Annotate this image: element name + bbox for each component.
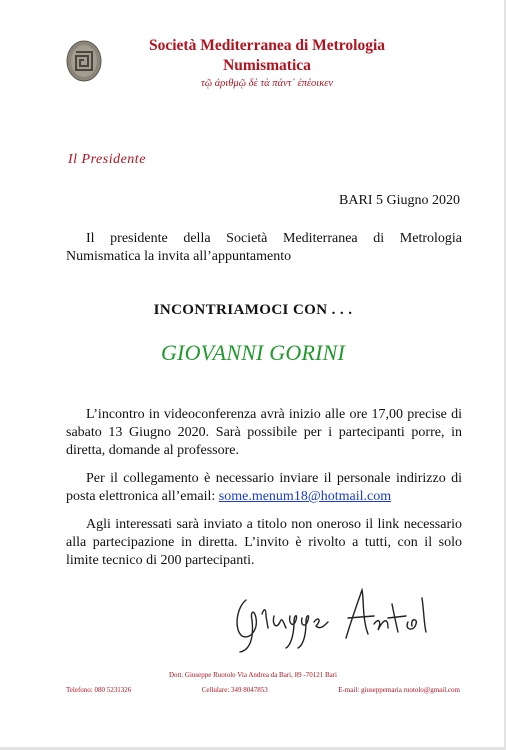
letter-date: BARI 5 Giugno 2020 (339, 193, 460, 208)
footer-contacts (66, 686, 460, 695)
details-paragraph: L’incontro in videoconferenza avrà inizio alle ore 17,00 precise di sabato 13 Giugno 2020. Sarà possibile per i partecipanti porre, in diretta, domande al professore. (66, 407, 462, 458)
connection-text: Per il collegamento è necessario inviare il personale indirizzo di posta elettronica all’email: (66, 471, 462, 504)
footer-mobile: Cellulare: 349 8047853 (201, 686, 268, 694)
footer-email[interactable]: E-mail: giuseppemaria ruotolo@gmail.com (338, 686, 460, 694)
contact-email-link[interactable]: some.menum18@hotmail.com (218, 489, 392, 504)
handwritten-signature (228, 578, 438, 658)
connection-paragraph (66, 470, 462, 506)
president-label: Il Presidente (68, 152, 146, 167)
intro-paragraph: Il presidente della Società Mediterranea di Metrologia Numismatica la invita all’appuntamento (66, 231, 462, 264)
guest-name: GIOVANNI GORINI (160, 340, 346, 365)
info-paragraph: Agli interessati sarà inviato a titolo non oneroso il link necessario alla partecipazione in diretta. L’invito è rivolto a tutti, con il solo limite tecnico di 200 partecipanti. (66, 517, 462, 568)
event-headline: INCONTRIAMOCI CON . . . (153, 302, 353, 318)
footer-phone: Telefono: 080 5231326 (66, 686, 132, 694)
greek-motto: τῷ ἀριθμῷ δὲ τὰ πάντ᾽ ἐπέοικεν (200, 78, 334, 89)
society-name-line2: Numismatica (223, 57, 311, 74)
society-name-line1: Società Mediterranea di Metrologia (148, 37, 386, 54)
society-name (112, 36, 422, 76)
coin-logo (66, 40, 102, 82)
footer-address: Dott. Giuseppe Ruotolo Via Andrea da Bari, 89 -70121 Bari (168, 671, 337, 679)
